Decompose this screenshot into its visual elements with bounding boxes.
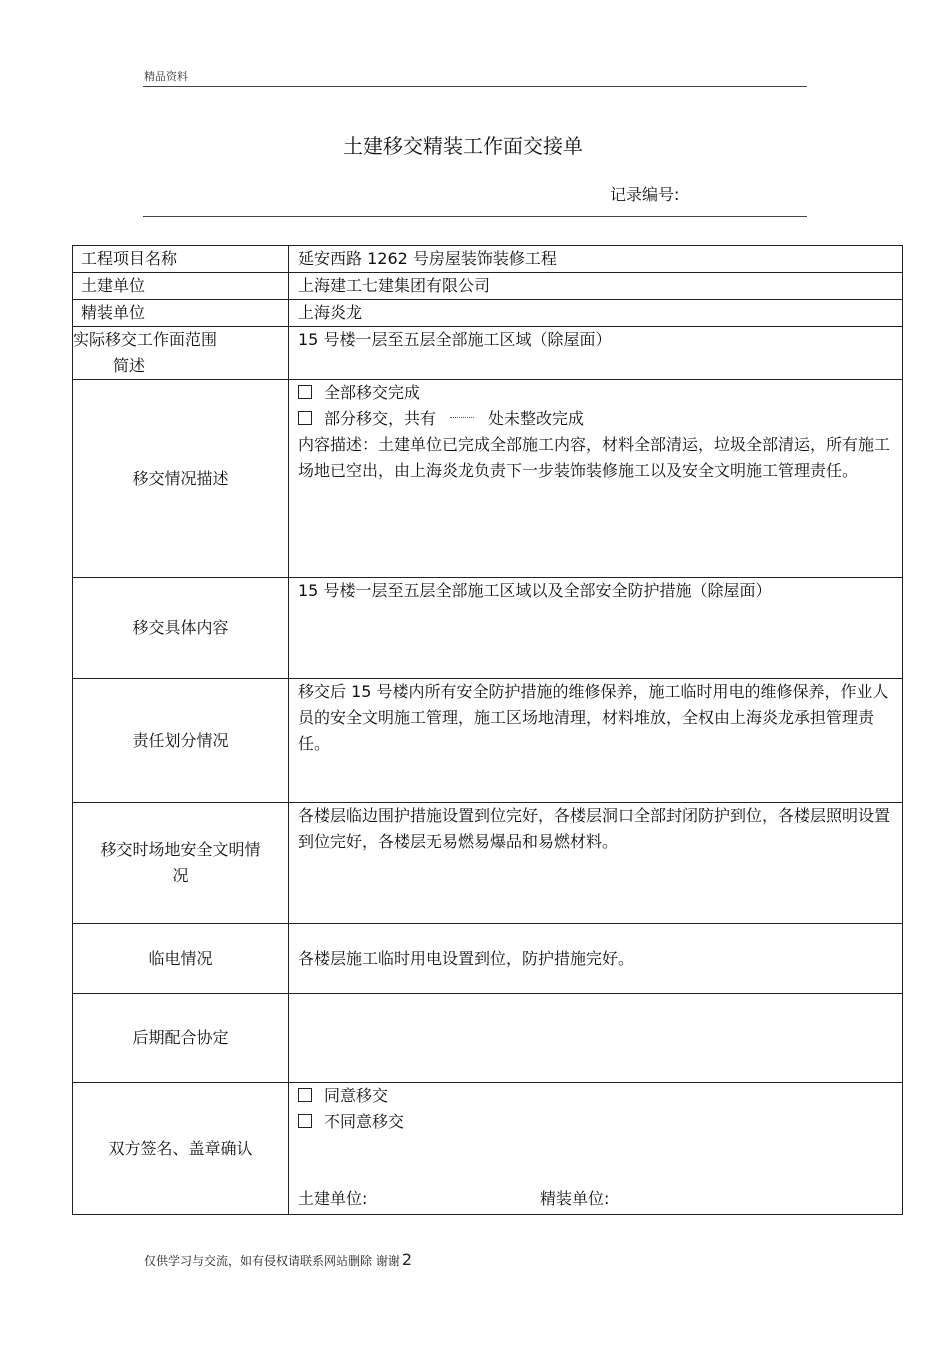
footer	[144, 1250, 412, 1269]
project-name-value: 延安西路 1262 号房屋装饰装修工程	[289, 246, 903, 273]
safety-label-line1: 移交时场地安全文明情	[100, 840, 261, 859]
handover-cell	[289, 380, 903, 578]
table-row-responsibility	[73, 679, 903, 803]
content-label: 移交具体内容	[73, 578, 289, 679]
record-divider	[143, 216, 807, 217]
option-agree	[298, 1083, 894, 1109]
fitout-unit-label: 精装单位	[73, 300, 289, 327]
table-row-content	[73, 578, 903, 679]
footer-text: 仅供学习与交流，如有侵权请联系网站删除 谢谢	[144, 1254, 400, 1268]
table-row-handover	[73, 380, 903, 578]
power-value: 各楼层施工临时用电设置到位，防护措施完好。	[289, 924, 903, 994]
safety-value: 各楼层临边围护措施设置到位完好，各楼层洞口全部封闭防护到位，各楼层照明设置到位完好，各楼层无易燃易爆品和易燃材料。	[289, 803, 903, 924]
option-full-handover	[298, 380, 894, 406]
scope-value: 15 号楼一层至五层全部施工区域（除屋面）	[289, 327, 903, 380]
option-agree-label: 同意移交	[324, 1086, 389, 1105]
fitout-sign-label: 精装单位:	[540, 1189, 610, 1208]
table-row-scope	[73, 327, 903, 380]
record-number-label: 记录编号:	[610, 185, 680, 204]
page-number: 2	[401, 1250, 413, 1269]
power-label: 临电情况	[73, 924, 289, 994]
responsibility-label: 责任划分情况	[73, 679, 289, 803]
option-disagree	[298, 1109, 894, 1135]
checkbox-agree[interactable]	[298, 1088, 312, 1102]
count-blank	[450, 417, 474, 418]
civil-unit-label: 土建单位	[73, 273, 289, 300]
content-value: 15 号楼一层至五层全部施工区域以及全部安全防护措施（除屋面）	[289, 578, 903, 679]
scope-label	[73, 327, 289, 380]
civil-unit-value: 上海建工七建集团有限公司	[289, 273, 903, 300]
option-full-label: 全部移交完成	[324, 383, 421, 402]
option-partial-label-a: 部分移交，共有	[324, 409, 437, 428]
fitout-unit-value: 上海炎龙	[289, 300, 903, 327]
scope-label-line1: 实际移交工作面范围	[73, 330, 218, 349]
handover-description: 内容描述：土建单位已完成全部施工内容，材料全部清运，垃圾全部清运，所有施工场地已空出，由上海炎龙负责下一步装饰装修施工以及安全文明施工管理责任。	[298, 435, 891, 480]
cooperation-value[interactable]	[289, 994, 903, 1083]
option-partial-label-b: 处未整改完成	[488, 409, 585, 428]
civil-sign-label: 土建单位:	[298, 1189, 368, 1208]
project-name-label: 工程项目名称	[73, 246, 289, 273]
option-disagree-label: 不同意移交	[324, 1112, 405, 1131]
cooperation-label: 后期配合协定	[73, 994, 289, 1083]
signature-cell	[289, 1083, 903, 1215]
option-partial-handover	[298, 406, 894, 432]
checkbox-full-handover[interactable]	[298, 385, 312, 399]
page-title: 土建移交精装工作面交接单	[343, 134, 583, 158]
table-row-power	[73, 924, 903, 994]
table-row-safety	[73, 803, 903, 924]
table-row-cooperation	[73, 994, 903, 1083]
table-row-project	[73, 246, 903, 273]
table-row-fitout-unit	[73, 300, 903, 327]
responsibility-value: 移交后 15 号楼内所有安全防护措施的维修保养，施工临时用电的维修保养，作业人员的安全文明施工管理，施工区场地清理，材料堆放，全权由上海炎龙承担管理责任。	[289, 679, 903, 803]
header-divider	[143, 86, 807, 87]
checkbox-disagree[interactable]	[298, 1114, 312, 1128]
handover-form-table	[72, 245, 903, 1215]
table-row-civil-unit	[73, 273, 903, 300]
header-label: 精品资料	[144, 70, 188, 83]
scope-label-line2: 简述	[113, 356, 146, 375]
handover-label: 移交情况描述	[73, 380, 289, 578]
safety-label-line2: 况	[172, 866, 189, 885]
checkbox-partial-handover[interactable]	[298, 411, 312, 425]
table-row-signature	[73, 1083, 903, 1215]
signature-label: 双方签名、盖章确认	[73, 1083, 289, 1215]
safety-label	[73, 803, 289, 924]
